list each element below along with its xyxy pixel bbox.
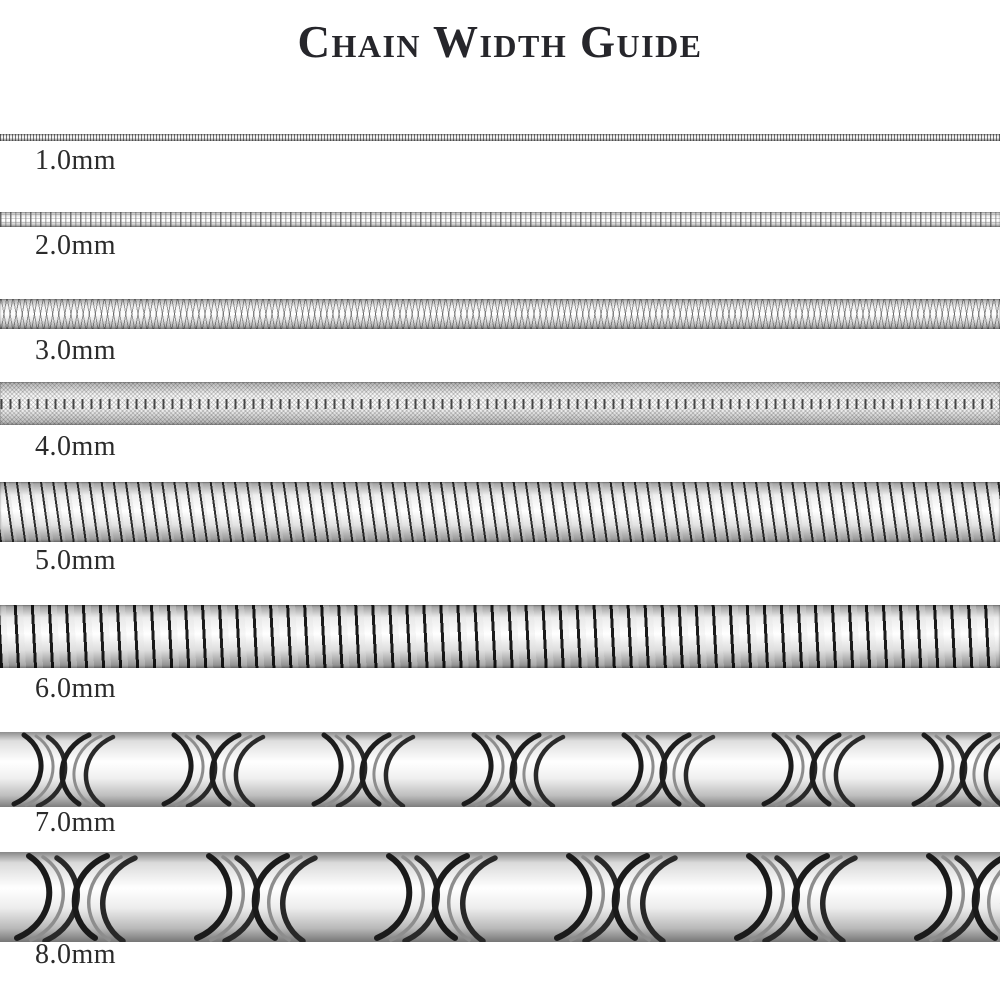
chain-sample-1mm bbox=[0, 134, 1000, 141]
chain-sample-3mm bbox=[0, 299, 1000, 329]
chain-width-label-2mm: 2.0mm bbox=[35, 230, 117, 261]
chain-sample-5mm bbox=[0, 482, 1000, 542]
chain-width-label-6mm: 6.0mm bbox=[35, 673, 117, 704]
chain-sample-7mm bbox=[0, 732, 1000, 807]
chain-width-label-5mm: 5.0mm bbox=[35, 545, 117, 576]
chain-width-label-3mm: 3.0mm bbox=[35, 335, 117, 366]
chain-width-label-8mm: 8.0mm bbox=[35, 939, 117, 970]
chain-width-label-7mm: 7.0mm bbox=[35, 807, 117, 838]
chain-width-label-4mm: 4.0mm bbox=[35, 431, 117, 462]
chain-sample-4mm bbox=[0, 382, 1000, 425]
chain-sample-6mm bbox=[0, 605, 1000, 668]
chain-width-label-1mm: 1.0mm bbox=[35, 145, 117, 176]
rope-chain-large-icon bbox=[0, 852, 1000, 942]
page-title: Chain Width Guide bbox=[297, 17, 703, 67]
chain-sample-2mm bbox=[0, 212, 1000, 227]
rope-chain-icon bbox=[0, 732, 1000, 807]
chain-sample-8mm bbox=[0, 852, 1000, 942]
